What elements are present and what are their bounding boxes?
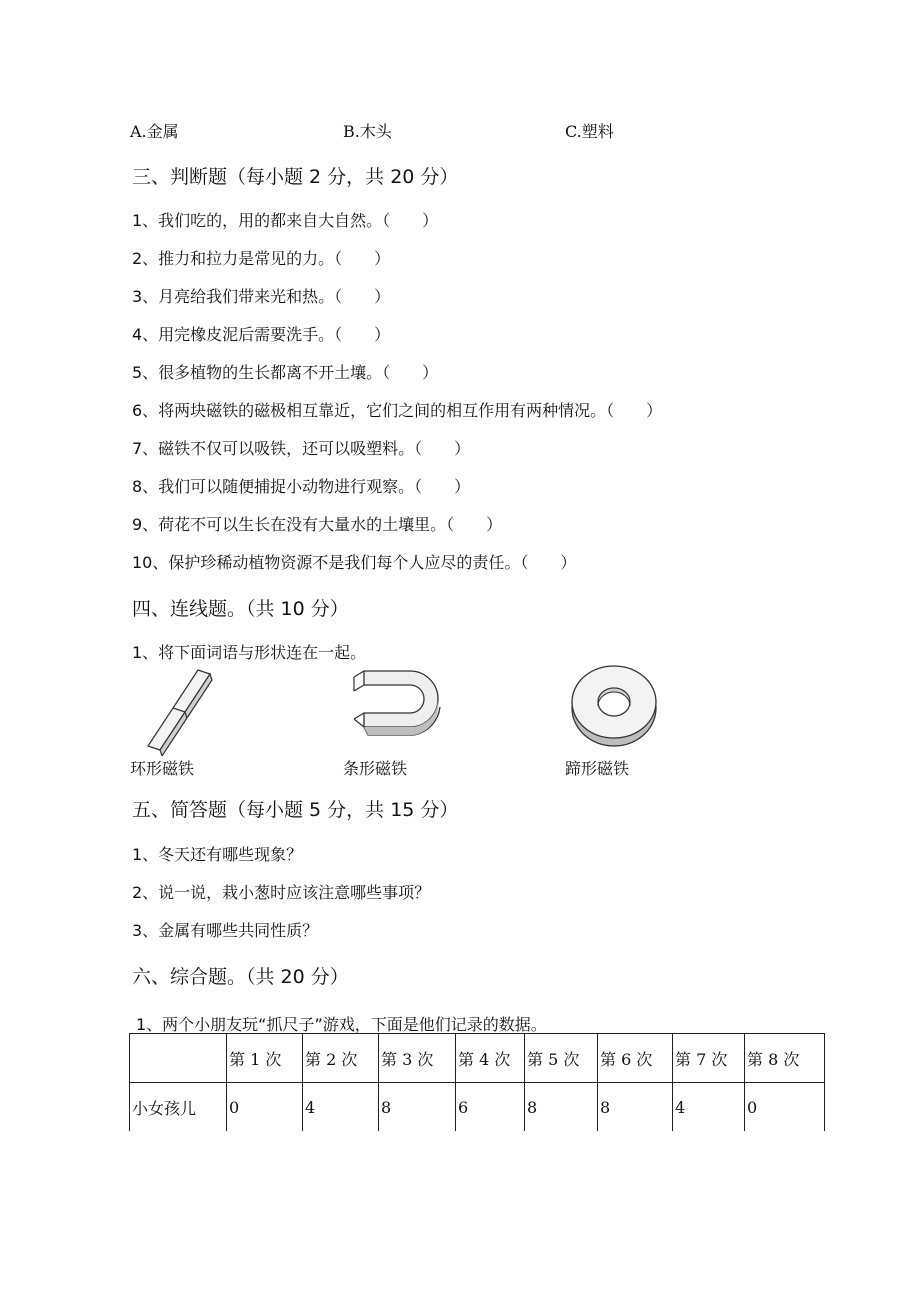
short-answer-1: 1、冬天还有哪些现象？ bbox=[132, 845, 303, 864]
table-header-cell: 第 6 次 bbox=[598, 1034, 673, 1083]
judge-item-1: 1、我们吃的，用的都来自大自然。（ ） bbox=[132, 211, 439, 230]
bar-magnet-image bbox=[140, 666, 220, 760]
table-header-cell: 第 2 次 bbox=[303, 1034, 379, 1083]
section5-heading: 五、简答题（每小题 5 分，共 15 分） bbox=[132, 799, 459, 821]
table-cell: 8 bbox=[379, 1083, 456, 1132]
label-bar-magnet: 条形磁铁 bbox=[343, 759, 408, 778]
table-cell: 4 bbox=[303, 1083, 379, 1132]
judge-item-4: 4、用完橡皮泥后需要洗手。（ ） bbox=[132, 325, 391, 344]
judge-item-8: 8、我们可以随便捕捉小动物进行观察。（ ） bbox=[132, 477, 471, 496]
short-answer-3: 3、金属有哪些共同性质？ bbox=[132, 921, 319, 940]
short-answer-2: 2、说一说，栽小葱时应该注意哪些事项？ bbox=[132, 883, 431, 902]
option-a: A.金属 bbox=[130, 122, 179, 141]
table-header-row bbox=[130, 1034, 825, 1083]
section4-heading: 四、连线题。（共 10 分） bbox=[132, 598, 349, 620]
table-header-cell: 第 8 次 bbox=[745, 1034, 825, 1083]
horseshoe-magnet-image bbox=[348, 663, 448, 747]
table-cell: 8 bbox=[598, 1083, 673, 1132]
table-row-label: 小女孩儿 bbox=[130, 1083, 227, 1132]
judge-item-9: 9、荷花不可以生长在没有大量水的土壤里。（ ） bbox=[132, 515, 503, 534]
table-header-cell: 第 1 次 bbox=[227, 1034, 303, 1083]
judge-item-2: 2、推力和拉力是常见的力。（ ） bbox=[132, 249, 391, 268]
table-cell: 8 bbox=[525, 1083, 598, 1132]
table-cell: 0 bbox=[227, 1083, 303, 1132]
label-horseshoe-magnet: 蹄形磁铁 bbox=[565, 759, 630, 778]
table-header-cell: 第 7 次 bbox=[673, 1034, 745, 1083]
ring-magnet-image bbox=[568, 662, 664, 752]
table-header-cell: 第 3 次 bbox=[379, 1034, 456, 1083]
table-row bbox=[130, 1083, 825, 1132]
judge-item-6: 6、将两块磁铁的磁极相互靠近，它们之间的相互作用有两种情况。（ ） bbox=[132, 401, 663, 420]
label-ring-magnet: 环形磁铁 bbox=[130, 759, 195, 778]
table-cell: 6 bbox=[456, 1083, 525, 1132]
section6-heading: 六、综合题。（共 20 分） bbox=[132, 966, 349, 988]
judge-item-7: 7、磁铁不仅可以吸铁，还可以吸塑料。（ ） bbox=[132, 439, 471, 458]
section3-heading: 三、判断题（每小题 2 分，共 20 分） bbox=[132, 166, 459, 188]
judge-item-5: 5、很多植物的生长都离不开土壤。（ ） bbox=[132, 363, 439, 382]
table-header-cell bbox=[130, 1034, 227, 1083]
grab-ruler-table bbox=[129, 1033, 825, 1131]
table-cell: 4 bbox=[673, 1083, 745, 1132]
option-c: C.塑料 bbox=[565, 122, 614, 141]
section6-instruction: 1、两个小朋友玩“抓尺子”游戏，下面是他们记录的数据。 bbox=[136, 1015, 547, 1034]
table-header-cell: 第 5 次 bbox=[525, 1034, 598, 1083]
table-cell: 0 bbox=[745, 1083, 825, 1132]
table-header-cell: 第 4 次 bbox=[456, 1034, 525, 1083]
section4-instruction: 1、将下面词语与形状连在一起。 bbox=[132, 643, 367, 662]
judge-item-3: 3、月亮给我们带来光和热。（ ） bbox=[132, 287, 391, 306]
option-b: B.木头 bbox=[343, 122, 392, 141]
judge-item-10: 10、保护珍稀动植物资源不是我们每个人应尽的责任。（ ） bbox=[132, 553, 577, 572]
